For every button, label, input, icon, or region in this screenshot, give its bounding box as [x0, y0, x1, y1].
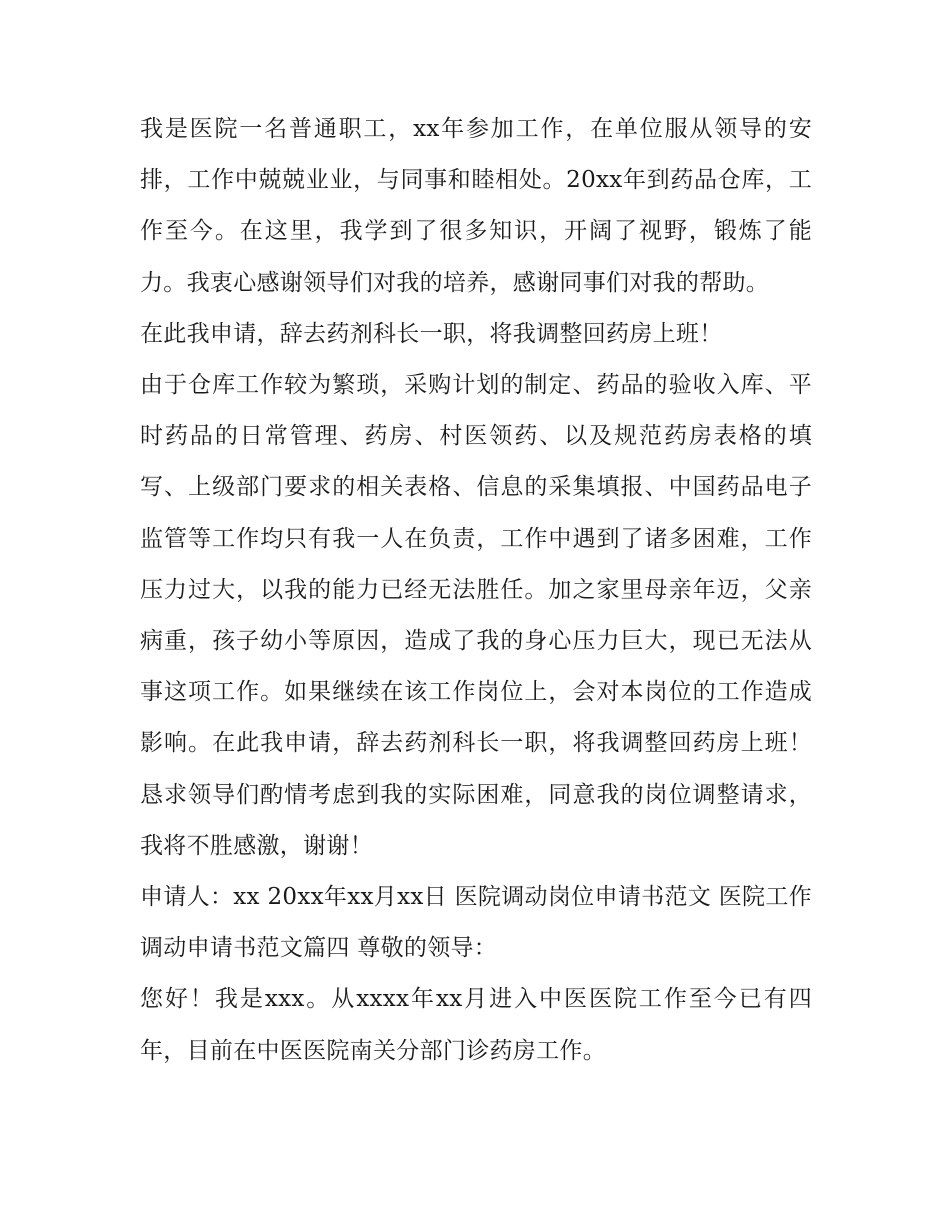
- paragraph-intro: 我是医院一名普通职工，xx年参加工作，在单位服从领导的安排，工作中兢兢业业，与同事和睦相处。20xx年到药品仓库，工作至今。在这里，我学到了很多知识，开阔了视野，锻炼了能力。我衷心感谢领导们对我的培养，感谢同事们对我的帮助。: [140, 116, 812, 296]
- paragraph-reasons: 由于仓库工作较为繁琐，采购计划的制定、药品的验收入库、平时药品的日常管理、药房、村医领药、以及规范药房表格的填写、上级部门要求的相关表格、信息的采集填报、中国药品电子监管等工作均只有我一人在负责，工作中遇到了诸多困难，工作压力过大，以我的能力已经无法胜任。加之家里母亲年迈，父亲病重，孩子幼小等原因，造成了我的身心压力巨大，现已无法从事这项工作。如果继续在该工作岗位上，会对本岗位的工作造成影响。在此我申请，辞去药剂科长一职，将我调整回药房上班！恳求领导们酌情考虑到我的实际困难，同意我的岗位调整请求，我将不胜感激，谢谢！: [140, 372, 812, 859]
- paragraph-signature: 申请人：xx 20xx年xx月xx日 医院调动岗位申请书范文 医院工作调动申请书范文篇四 尊敬的领导：: [140, 884, 812, 962]
- document-body: [140, 104, 812, 1077]
- paragraph-greeting: 您好！我是xxx。从xxxx年xx月进入中医医院工作至今已有四年，目前在中医医院南关分部门诊药房工作。: [140, 986, 812, 1064]
- paragraph-request: 在此我申请，辞去药剂科长一职，将我调整回药房上班！: [140, 320, 723, 347]
